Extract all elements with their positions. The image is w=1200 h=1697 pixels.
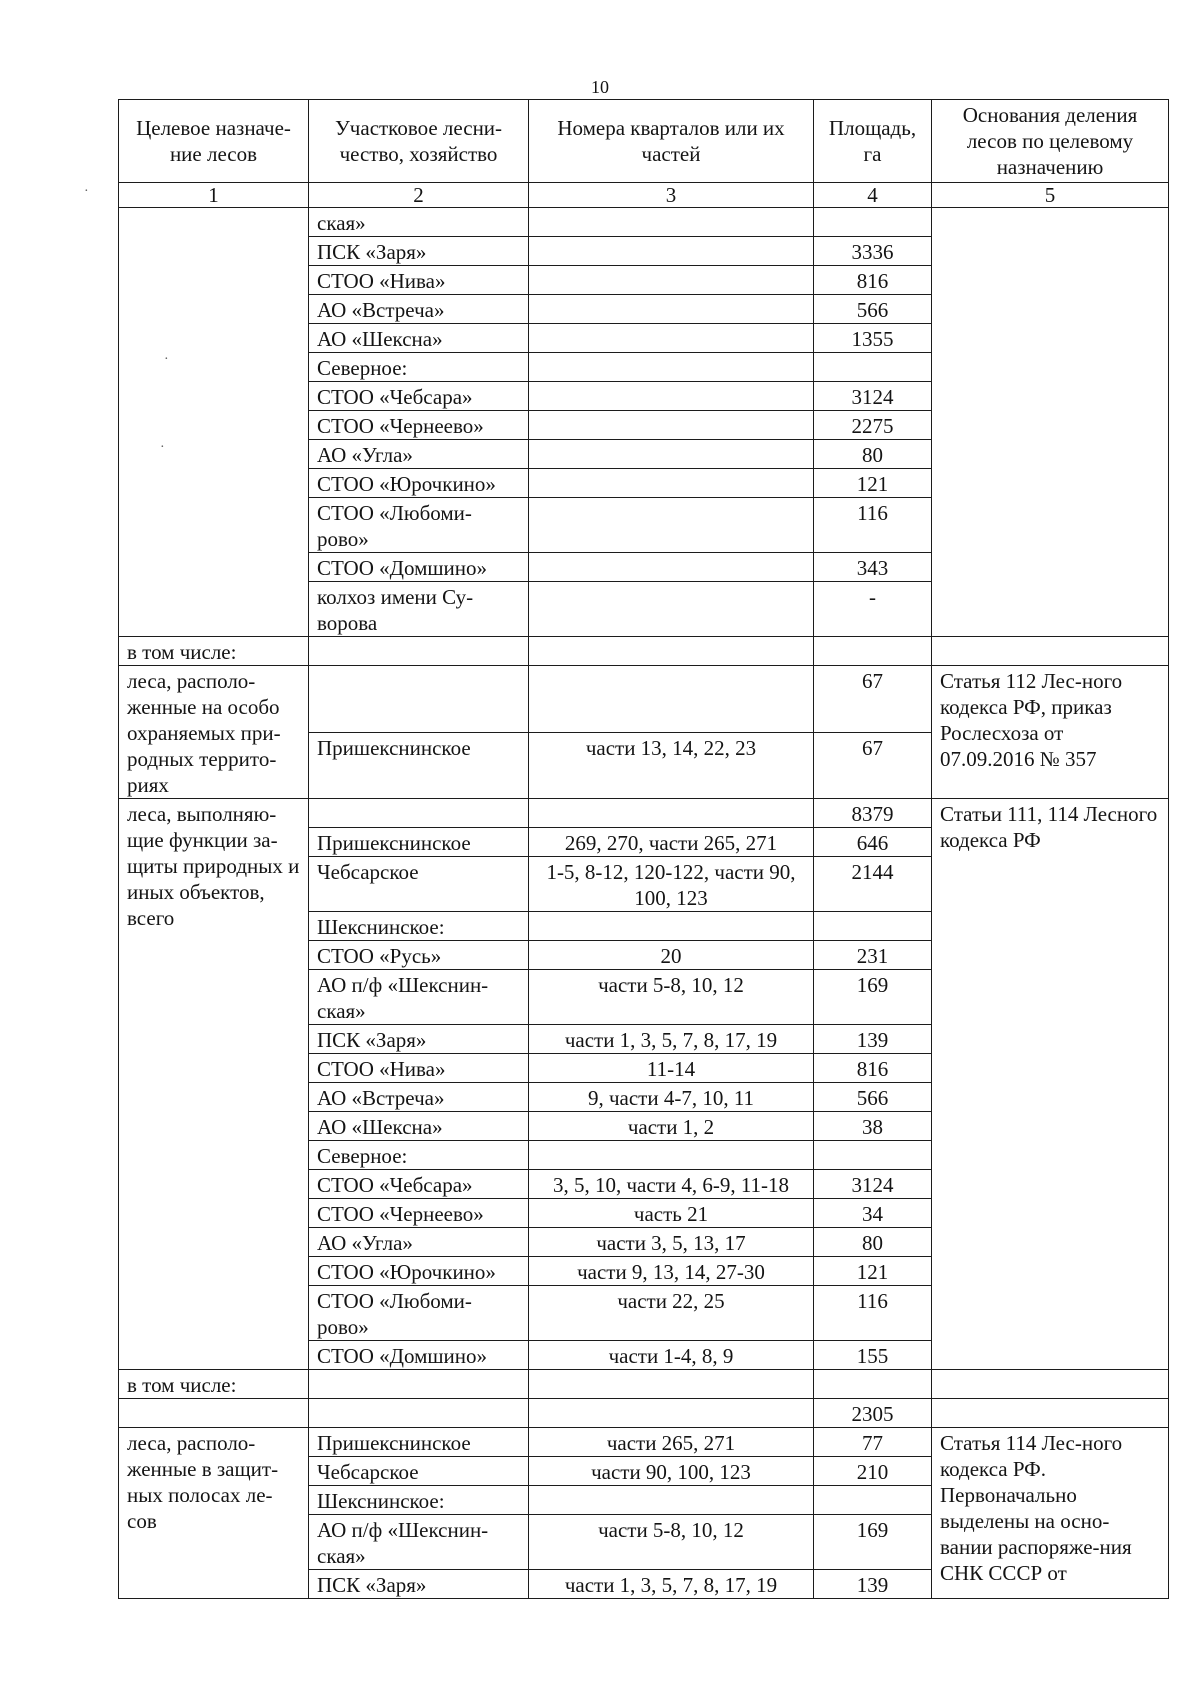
quarters-cell (529, 1399, 814, 1428)
unit-cell: ская» (309, 208, 529, 237)
header-basis: Основания деления лесов по целевому назначению (932, 100, 1169, 183)
quarters-cell: 1-5, 8-12, 120-122, части 90, 100, 123 (529, 857, 814, 912)
purpose-cell: леса, располо-женные в защит-ных полосах ле-сов (119, 1428, 309, 1599)
quarters-cell: часть 21 (529, 1199, 814, 1228)
quarters-cell (529, 666, 814, 733)
basis-cell: Статья 112 Лес-ного кодекса РФ, приказ Рослесхоза от 07.09.2016 № 357 (932, 666, 1169, 799)
quarters-cell (529, 799, 814, 828)
quarters-cell: 269, 270, части 265, 271 (529, 828, 814, 857)
quarters-cell (529, 1486, 814, 1515)
area-cell: 80 (814, 1228, 932, 1257)
unit-cell: ПСК «Заря» (309, 237, 529, 266)
header-purpose: Целевое назначе-ние лесов (119, 100, 309, 183)
quarters-cell (529, 912, 814, 941)
unit-cell: СТОО «Чебсара» (309, 1170, 529, 1199)
quarters-cell (529, 295, 814, 324)
quarters-cell (529, 637, 814, 666)
quarters-cell (529, 324, 814, 353)
area-cell (814, 912, 932, 941)
unit-cell: Пришекснинское (309, 828, 529, 857)
unit-cell: СТОО «Домшино» (309, 553, 529, 582)
quarters-cell: части 5-8, 10, 12 (529, 970, 814, 1025)
area-cell: 3336 (814, 237, 932, 266)
unit-cell: СТОО «Нива» (309, 1054, 529, 1083)
quarters-cell: части 1-4, 8, 9 (529, 1341, 814, 1370)
header-quarters: Номера кварталов или их частей (529, 100, 814, 183)
quarters-cell (529, 411, 814, 440)
table-row (119, 1428, 1169, 1457)
quarters-cell: части 9, 13, 14, 27-30 (529, 1257, 814, 1286)
area-cell: 2305 (814, 1399, 932, 1428)
area-cell: 77 (814, 1428, 932, 1457)
area-cell: 231 (814, 941, 932, 970)
area-cell: 121 (814, 469, 932, 498)
area-cell: 343 (814, 553, 932, 582)
quarters-cell: части 1, 3, 5, 7, 8, 17, 19 (529, 1570, 814, 1599)
unit-cell: колхоз имени Су-ворова (309, 582, 529, 637)
table-body (119, 208, 1169, 1599)
unit-cell: Пришекснинское (309, 732, 529, 799)
quarters-cell: части 13, 14, 22, 23 (529, 732, 814, 799)
scan-speck: · (164, 352, 169, 367)
unit-cell (309, 1370, 529, 1399)
area-cell: 210 (814, 1457, 932, 1486)
table-row (119, 666, 1169, 733)
quarters-cell: части 1, 2 (529, 1112, 814, 1141)
quarters-cell (529, 382, 814, 411)
forest-purpose-table (118, 99, 1169, 1599)
quarters-cell (529, 237, 814, 266)
area-cell: 646 (814, 828, 932, 857)
quarters-cell (529, 498, 814, 553)
area-cell: 1355 (814, 324, 932, 353)
quarters-cell: 9, части 4-7, 10, 11 (529, 1083, 814, 1112)
unit-cell: Пришекснинское (309, 1428, 529, 1457)
unit-cell: СТОО «Чернеево» (309, 411, 529, 440)
scan-speck: · (84, 184, 89, 199)
column-number: 2 (309, 183, 529, 208)
area-cell: 816 (814, 266, 932, 295)
area-cell: 566 (814, 1083, 932, 1112)
area-cell: 116 (814, 1286, 932, 1341)
unit-cell (309, 637, 529, 666)
quarters-cell: части 90, 100, 123 (529, 1457, 814, 1486)
quarters-cell (529, 582, 814, 637)
area-cell: 3124 (814, 1170, 932, 1199)
unit-cell: АО «Встреча» (309, 1083, 529, 1112)
area-cell: 169 (814, 970, 932, 1025)
basis-cell: Статья 114 Лес-ного кодекса РФ. Первоначально выделены на осно-вании распоряже-ния СНК СССР от (932, 1428, 1169, 1599)
basis-cell (932, 1370, 1169, 1399)
area-cell: 8379 (814, 799, 932, 828)
area-cell: 566 (814, 295, 932, 324)
area-cell: 2275 (814, 411, 932, 440)
unit-cell: Шекснинское: (309, 1486, 529, 1515)
quarters-cell (529, 469, 814, 498)
purpose-cell (119, 1399, 309, 1428)
unit-cell: Шекснинское: (309, 912, 529, 941)
unit-cell (309, 666, 529, 733)
area-cell: 38 (814, 1112, 932, 1141)
basis-cell (932, 637, 1169, 666)
quarters-cell (529, 266, 814, 295)
area-cell: 121 (814, 1257, 932, 1286)
area-cell: 155 (814, 1341, 932, 1370)
purpose-cell: в том числе: (119, 637, 309, 666)
quarters-cell: 20 (529, 941, 814, 970)
column-number: 3 (529, 183, 814, 208)
column-number: 1 (119, 183, 309, 208)
unit-cell (309, 799, 529, 828)
unit-cell: Чебсарское (309, 857, 529, 912)
area-cell: 2144 (814, 857, 932, 912)
table-row (119, 208, 1169, 237)
area-cell (814, 1141, 932, 1170)
area-cell (814, 1486, 932, 1515)
unit-cell: СТОО «Юрочкино» (309, 469, 529, 498)
unit-cell: АО «Шексна» (309, 1112, 529, 1141)
unit-cell: СТОО «Чебсара» (309, 382, 529, 411)
column-number: 5 (932, 183, 1169, 208)
purpose-cell (119, 208, 309, 637)
unit-cell: СТОО «Чернеево» (309, 1199, 529, 1228)
area-cell: - (814, 582, 932, 637)
unit-cell: СТОО «Любоми-рово» (309, 1286, 529, 1341)
quarters-cell: части 5-8, 10, 12 (529, 1515, 814, 1570)
purpose-cell: в том числе: (119, 1370, 309, 1399)
area-cell (814, 353, 932, 382)
column-number: 4 (814, 183, 932, 208)
unit-cell: Чебсарское (309, 1457, 529, 1486)
area-cell: 34 (814, 1199, 932, 1228)
table-row (119, 1399, 1169, 1428)
area-cell: 816 (814, 1054, 932, 1083)
unit-cell: Северное: (309, 1141, 529, 1170)
area-cell: 116 (814, 498, 932, 553)
area-cell (814, 1370, 932, 1399)
unit-cell: СТОО «Юрочкино» (309, 1257, 529, 1286)
quarters-cell: части 3, 5, 13, 17 (529, 1228, 814, 1257)
area-cell: 169 (814, 1515, 932, 1570)
area-cell (814, 637, 932, 666)
table-row (119, 1370, 1169, 1399)
purpose-cell: леса, выполняю-щие функции за-щиты природных и иных объектов, всего (119, 799, 309, 1370)
unit-cell: АО п/ф «Шекснин-ская» (309, 1515, 529, 1570)
quarters-cell (529, 353, 814, 382)
area-cell: 80 (814, 440, 932, 469)
area-cell: 139 (814, 1570, 932, 1599)
basis-cell (932, 208, 1169, 637)
unit-cell: СТОО «Любоми-рово» (309, 498, 529, 553)
unit-cell: АО «Встреча» (309, 295, 529, 324)
unit-cell: СТОО «Домшино» (309, 1341, 529, 1370)
basis-cell: Статьи 111, 114 Лесного кодекса РФ (932, 799, 1169, 1370)
quarters-cell: части 1, 3, 5, 7, 8, 17, 19 (529, 1025, 814, 1054)
header-area: Площадь, га (814, 100, 932, 183)
unit-cell: АО «Шексна» (309, 324, 529, 353)
area-cell: 139 (814, 1025, 932, 1054)
header-unit: Участковое лесни-чество, хозяйство (309, 100, 529, 183)
quarters-cell (529, 440, 814, 469)
unit-cell: СТОО «Русь» (309, 941, 529, 970)
table-row (119, 799, 1169, 828)
unit-cell: Северное: (309, 353, 529, 382)
quarters-cell (529, 208, 814, 237)
unit-cell: АО «Угла» (309, 1228, 529, 1257)
quarters-cell: 11-14 (529, 1054, 814, 1083)
purpose-cell: леса, располо-женные на особо охраняемых при-родных террито-риях (119, 666, 309, 799)
quarters-cell (529, 1141, 814, 1170)
page-number: 10 (591, 77, 609, 97)
unit-cell: ПСК «Заря» (309, 1025, 529, 1054)
area-cell: 67 (814, 666, 932, 733)
area-cell: 67 (814, 732, 932, 799)
unit-cell (309, 1399, 529, 1428)
quarters-cell: части 265, 271 (529, 1428, 814, 1457)
basis-cell (932, 1399, 1169, 1428)
quarters-cell: 3, 5, 10, части 4, 6-9, 11-18 (529, 1170, 814, 1199)
unit-cell: СТОО «Нива» (309, 266, 529, 295)
area-cell: 3124 (814, 382, 932, 411)
area-cell (814, 208, 932, 237)
quarters-cell (529, 553, 814, 582)
scan-speck: · (160, 440, 165, 455)
table-row (119, 637, 1169, 666)
unit-cell: АО п/ф «Шекснин-ская» (309, 970, 529, 1025)
quarters-cell (529, 1370, 814, 1399)
unit-cell: АО «Угла» (309, 440, 529, 469)
unit-cell: ПСК «Заря» (309, 1570, 529, 1599)
quarters-cell: части 22, 25 (529, 1286, 814, 1341)
